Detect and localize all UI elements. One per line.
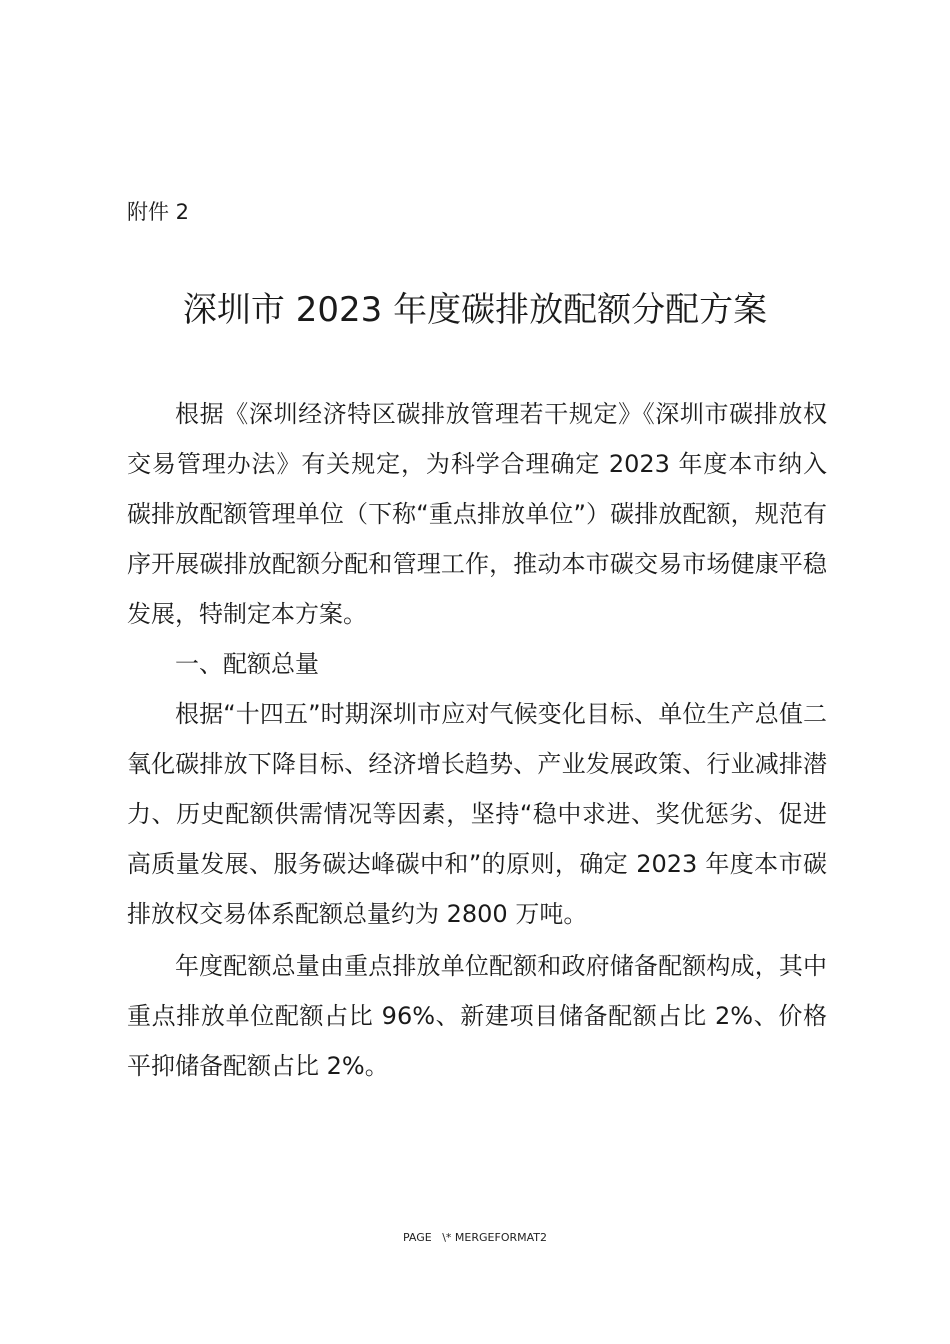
quota-total-paragraph: 根据“十四五”时期深圳市应对气候变化目标、单位生产总值二氧化碳排放下降目标、经济增长趋势、产业发展政策、行业减排潜力、历史配额供需情况等因素，坚持“稳中求进、奖优惩劣、促进高质量发展、服务碳达峰碳中和”的原则，确定 2023 年度本市碳排放权交易体系配额总量约为 2800 万吨。 xyxy=(127,700,827,928)
page-footer: PAGE \* MERGEFORMAT2 xyxy=(403,1231,547,1244)
document-title: 深圳市 2023 年度碳排放配额分配方案 xyxy=(182,290,768,330)
quota-composition-paragraph: 年度配额总量由重点排放单位配额和政府储备配额构成，其中重点排放单位配额占比 96%、新建项目储备配额占比 2%、价格平抑储备配额占比 2%。 xyxy=(127,952,827,1080)
attachment-label: 附件 2 xyxy=(127,200,190,224)
document-body xyxy=(127,389,827,1091)
section-heading: 一、配额总量 xyxy=(175,650,319,678)
intro-paragraph: 根据《深圳经济特区碳排放管理若干规定》《深圳市碳排放权交易管理办法》有关规定，为科学合理确定 2023 年度本市纳入碳排放配额管理单位（下称“重点排放单位”）碳排放配额，规范有序开展碳排放配额分配和管理工作，推动本市碳交易市场健康平稳发展，特制定本方案。 xyxy=(127,400,827,628)
